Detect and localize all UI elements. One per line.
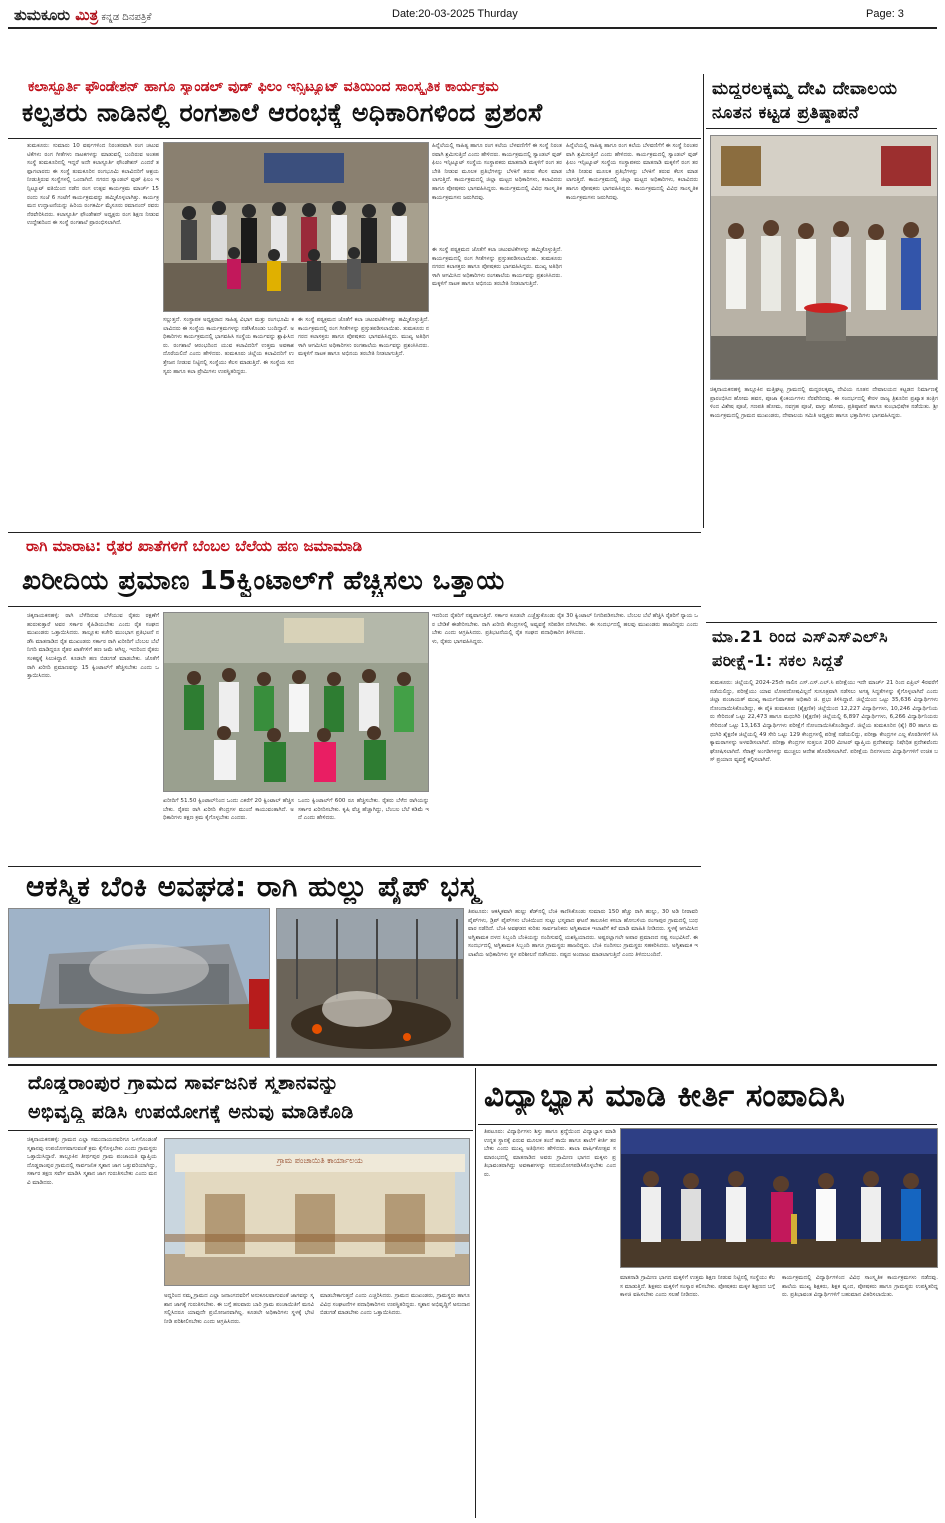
story5-headline: ಆಕಸ್ಮಿಕ ಬೆಂಕಿ ಅವಘಡ: ರಾಗಿ ಹುಲ್ಲು ಪೈಪ್ ಭಸ್ಮ [26, 870, 479, 903]
masthead-brand: ಮಿತ್ರ [75, 6, 99, 24]
masthead [14, 6, 151, 24]
school-event-image [621, 1129, 938, 1268]
story3-headline-line1: ಮಾ.21 ರಿಂದ ಎಸ್‌ಎಸ್‌ಎಲ್‌ಸಿ [712, 627, 888, 646]
story7-column-a: ತಿಪಟೂರು: ವಿದ್ಯಾರ್ಥಿಗಳು ಶಿಸ್ತು ಹಾಗೂ ಶ್ರದ್ಧೆಯಿಂದ ವಿದ್ಯಾಭ್ಯಾಸ ಮಾಡಿ ಉನ್ನತ ಸ್ಥಾನಕ್ಕೆ ಏರುವ ಮೂಲಕ ತಂದೆ ತಾಯಿ ಹಾಗೂ ಶಾಲೆಗೆ ಕೀರ್ತಿ ತರಬೇಕು ಎಂದು ಮುಖ್ಯ ಅತಿಥಿಗಳು ಹೇಳಿದರು. ಶಾಲಾ ವಾರ್ಷಿಕೋತ್ಸವ ಸಮಾರಂಭದಲ್ಲಿ ಮಾತನಾಡಿದ ಅವರು ಗ್ರಾಮೀಣ ಭಾಗದ ಮಕ್ಕಳು ಪ್ರತಿಭಾವಂತರಾಗಿದ್ದು ಅವಕಾಶಗಳನ್ನು ಸದುಪಯೋಗಪಡಿಸಿಕೊಳ್ಳಬೇಕು ಎಂದರು. [484, 1129, 616, 1178]
page-number: Page: 3 [866, 8, 904, 20]
fire-shed-image [9, 909, 270, 1058]
story4-headline: ಖರೀದಿಯ ಪ್ರಮಾಣ 15ಕ್ವಿಂಟಾಲ್‌ಗೆ ಹೆಚ್ಚಿಸಲು ಒತ್ತಾಯ [22, 566, 505, 596]
story4-rule [8, 606, 701, 607]
masthead-suffix: ಕನ್ನಡ ದಿನಪತ್ರಿಕೆ [98, 12, 152, 23]
story7-rule [478, 1124, 937, 1125]
story7-column-b: ಮಾತನಾಡಿ ಗ್ರಾಮೀಣ ಭಾಗದ ಮಕ್ಕಳಿಗೆ ಉತ್ತಮ ಶಿಕ್ಷಣ ನೀಡುವ ನಿಟ್ಟಿನಲ್ಲಿ ಸಂಸ್ಥೆಯು ಕೆಲಸ ಮಾಡುತ್ತಿದೆ. ಶಿಕ್ಷಕರು ಮಕ್ಕಳಿಗೆ ಸಂಸ್ಕಾರ ಕಲಿಸಬೇಕು. ಪೋಷಕರು ಮಕ್ಕಳ ಶಿಕ್ಷಣದ ಬಗ್ಗೆ ಕಾಳಜಿ ವಹಿಸಬೇಕು ಎಂದು ಸಲಹೆ ನೀಡಿದರು. [620, 1275, 775, 1299]
story3-body: ತುಮಕೂರು: ಜಿಲ್ಲೆಯಲ್ಲಿ 2024-25ನೇ ಸಾಲಿನ ಎಸ್.ಎಸ್.ಎಲ್.ಸಿ ಪರೀಕ್ಷೆಯು ಇದೇ ಮಾರ್ಚ್ 21 ರಿಂದ ಏಪ್ರಿಲ್ 4ರವರೆಗೆ ನಡೆಯಲಿದ್ದು, ಪರೀಕ್ಷೆಯು ಯಾವ ಲೋಪದೋಷವಿಲ್ಲದೆ ಸುಸೂತ್ರವಾಗಿ ನಡೆಸಲು ಅಗತ್ಯ ಸಿದ್ಧತೆಗಳನ್ನು ಕೈಗೊಳ್ಳಲಾಗಿದೆ ಎಂದು ಜಿಲ್ಲಾ ಪಂಚಾಯತ್ ಮುಖ್ಯ ಕಾರ್ಯನಿರ್ವಾಹಕ ಅಧಿಕಾರಿ ಜಿ. ಪ್ರಭು ತಿಳಿಸಿದ್ದಾರೆ. ಜಿಲ್ಲೆಯಿಂದ ಒಟ್ಟು 35,636 ವಿದ್ಯಾರ್ಥಿಗಳು ನೋಂದಾಯಿಸಿಕೊಂಡಿದ್ದು, ಈ ಪೈಕಿ ತುಮಕೂರು (ಶೈಕ್ಷಣಿಕ) ಜಿಲ್ಲೆಯಿಂದ 12,227 ವಿದ್ಯಾರ್ಥಿಗಳು, 10,246 ವಿದ್ಯಾರ್ಥಿನಿಯರು ಸೇರಿದಂತೆ ಒಟ್ಟು 22,473 ಹಾಗೂ ಮಧುಗಿರಿ (ಶೈಕ್ಷಣಿಕ) ಜಿಲ್ಲೆಯಲ್ಲಿ 6,897 ವಿದ್ಯಾರ್ಥಿಗಳು, 6,266 ವಿದ್ಯಾರ್ಥಿನಿಯರು ಸೇರಿದಂತೆ ಒಟ್ಟು 13,163 ವಿದ್ಯಾರ್ಥಿಗಳು ಪರೀಕ್ಷೆಗೆ ನೋಂದಾಯಿಸಿಕೊಂಡಿದ್ದಾರೆ. ಜಿಲ್ಲೆಯ ತುಮಕೂರಿನ (ಶೈ) 80 ಹಾಗೂ ಮಧುಗಿರಿ ಶೈಕ್ಷಣಿಕ ಜಿಲ್ಲೆಯಲ್ಲಿ 49 ಸೇರಿ ಒಟ್ಟು 129 ಕೇಂದ್ರಗಳಲ್ಲಿ ಪರೀಕ್ಷೆ ನಡೆಯಲಿದ್ದು, ಪರೀಕ್ಷಾ ಕೇಂದ್ರಗಳ ಎಲ್ಲ ಕೊಠಡಿಗಳಿಗೆ ಸಿಸಿ ಕ್ಯಾಮರಾಗಳನ್ನು ಅಳವಡಿಸಲಾಗಿದೆ. ಪರೀಕ್ಷಾ ಕೇಂದ್ರಗಳ ಸುತ್ತಲೂ 200 ಮೀಟರ್ ವ್ಯಾಪ್ತಿಯ ಪ್ರದೇಶವನ್ನು ನಿಷೇಧಿತ ಪ್ರದೇಶವೆಂದು ಘೋಷಿಸಲಾಗಿದೆ. ಸೆರಾಕ್ಸ್ ಅಂಗಡಿಗಳನ್ನು ಮುಚ್ಚಲು ಆದೇಶ ಹೊರಡಿಸಲಾಗಿದೆ. ಪರೀಕ್ಷೆಯ ದಿನಗಳಂದು ವಿದ್ಯಾರ್ಥಿಗಳಿಗೆ ಉಚಿತ ಬಸ್ ಪ್ರಯಾಣ ವ್ಯವಸ್ಥೆ ಕಲ್ಪಿಸಲಾಗಿದೆ. [710, 680, 938, 764]
story1-column-a: ತುಮಕೂರು: ಸುಮಾರು 10 ವರ್ಷಗಳಿಂದ ನಿರಂತರವಾಗಿ ರಂಗ ಚಟುವಟಿಕೆಗಳು ರಂಗ ಗೀತೆಗಳು ನಾಟಕಗಳನ್ನು ಮಾಡುವಲ್ಲಿ ಬಂದಿರುವ ಅಂತಹ ಸಂಸ್ಥೆ ತುಮಕೂರಿನಲ್ಲಿ ಇದ್ದರೆ ಅದೇ ಕಲಾಸ್ಫೂರ್ತಿ ಫೌಂಡೇಶನ್ ಎಂದರೆ ತಪ್ಪಾಗಲಾರದು ಈ ಸಂಸ್ಥೆ ತುಮಕೂರಿನ ರಂಗಭೂಮಿ ಕಲಾವಿದರಿಗೆ ಆಶ್ರಯ ನೀಡುತ್ತಿರುವ ಸಂಸ್ಥೆಗಳಲ್ಲಿ ಒಂದಾಗಿದೆ. ನಗರದ ಸ್ಯಾಂಡಲ್ ವುಡ್ ಫಿಲಂ ಇನ್ಸಿಟ್ಯೂಟ್ ವತಿಯಿಂದ ನಡೆದ ರಂಗ ಉತ್ಸವ ಕಾರ್ಯಕ್ರಮ ಮಾರ್ಚ್ 15 ರಂದು ಸಂಜೆ 6 ಗಂಟೆಗೆ ಕಾರ್ಯಕ್ರಮವನ್ನು ಹಮ್ಮಿಕೊಳ್ಳಲಾಗಿತ್ತು. ಕಾರ್ಯಕ್ರಮದ ಉದ್ಘಾಟನೆಯನ್ನು ಹಿರಿಯ ರಂಗಕರ್ಮಿ ಮೈಸೂರು ರಮಾನಂದ್ ರವರು ನೆರವೇರಿಸಿದರು. ಕಲಾಸ್ಫೂರ್ತಿ ಫೌಂಡೇಶನ್ ಅಧ್ಯಕ್ಷರು ರಂಗ ಶಿಕ್ಷಣ ನೀಡುವ ಉದ್ದೇಶದಿಂದ ಈ ಸಂಸ್ಥೆ ರಂಗಶಾಲೆ ಪ್ರಾರಂಭಿಸಲಾಗಿದೆ. [27, 143, 159, 227]
story5-body: ತಿಪಟೂರು: ಆಕಸ್ಮಿಕವಾಗಿ ಹುಲ್ಲು ಶೆಡ್‌ನಲ್ಲಿ ಬೆಂಕಿ ಕಾಣಿಸಿಕೊಂಡು ಸುಮಾರು 150 ಹೆಚ್ಚು ರಾಗಿ ಹುಲ್ಲು, 30 ಅಡಿ ನೀರಾವರಿ ಪೈಪ್‌ಗಳು, ಡ್ರಿಪ್ ಪೈಪ್‌ಗಳು ಬೆಂಕಿಯಿಂದ ಸುಟ್ಟು ಭಸ್ಮವಾದ ಘಟನೆ ತಾಲೂಕಿನ ಕಸಬಾ ಹೋಬಳಿಯ ರಂಗಾಪುರ ಗ್ರಾಮದಲ್ಲಿ ಬುಧವಾರ ನಡೆದಿದೆ. ಬೆಂಕಿ ಅವಘಡದ ಕುರಿತು ಸಾರ್ವಜನಿಕರು ಅಗ್ನಿಶಾಮಕ ಇಲಾಖೆಗೆ ಕರೆ ಮಾಡಿ ಮಾಹಿತಿ ನೀಡಿದರು. ಸ್ಥಳಕ್ಕೆ ಆಗಮಿಸಿದ ಅಗ್ನಿಶಾಮಕ ದಳದ ಸಿಬ್ಬಂದಿ ಬೆಂಕಿಯನ್ನು ನಂದಿಸುವಲ್ಲಿ ಯಶಸ್ವಿಯಾದರು. ಅಷ್ಟರಲ್ಲಾಗಲೇ ಅಪಾರ ಪ್ರಮಾಣದ ನಷ್ಟ ಸಂಭವಿಸಿದೆ. ಈ ಸಂದರ್ಭದಲ್ಲಿ ಅಗ್ನಿಶಾಮಕ ಸಿಬ್ಬಂದಿ ಹಾಗೂ ಗ್ರಾಮಸ್ಥರು ಹಾಜರಿದ್ದರು. ಬೆಂಕಿ ನಂದಿಸಲು ಗ್ರಾಮಸ್ಥರು ಸಹಕರಿಸಿದರು. ಅಗ್ನಿಶಾಮಕ ಇಲಾಖೆಯ ಅಧಿಕಾರಿಗಳು ಸ್ಥಳ ಪರಿಶೀಲನೆ ನಡೆಸಿದರು. ನಷ್ಟದ ಅಂದಾಜು ಮಾಡಲಾಗುತ್ತಿದೆ ಎಂದು ತಿಳಿದುಬಂದಿದೆ. [468, 909, 698, 958]
story7-column-c: ಕಾರ್ಯಕ್ರಮದಲ್ಲಿ ವಿದ್ಯಾರ್ಥಿಗಳಿಂದ ವಿವಿಧ ಸಾಂಸ್ಕೃತಿಕ ಕಾರ್ಯಕ್ರಮಗಳು ನಡೆದವು. ಶಾಲೆಯ ಮುಖ್ಯ ಶಿಕ್ಷಕರು, ಶಿಕ್ಷಕ ವೃಂದ, ಪೋಷಕರು ಹಾಗೂ ಗ್ರಾಮಸ್ಥರು ಉಪಸ್ಥಿತರಿದ್ದರು. ಪ್ರತಿಭಾವಂತ ವಿದ್ಯಾರ್ಥಿಗಳಿಗೆ ಬಹುಮಾನ ವಿತರಿಸಲಾಯಿತು. [782, 1275, 938, 1299]
story4-top-rule [8, 532, 701, 533]
story6-column-c: ಮಾಡಬೇಕಾಗುತ್ತದೆ ಎಂದು ಎಚ್ಚರಿಸಿದರು. ಗ್ರಾಮದ ಮುಖಂಡರು, ಗ್ರಾಮಸ್ಥರು ಹಾಗೂ ವಿವಿಧ ಸಂಘಟನೆಗಳ ಪದಾಧಿಕಾರಿಗಳು ಉಪಸ್ಥಿತರಿದ್ದರು. ಸ್ಮಶಾನ ಅಭಿವೃದ್ಧಿಗೆ ಅನುದಾನ ಬಿಡುಗಡೆ ಮಾಡಬೇಕು ಎಂದು ಒತ್ತಾಯಿಸಿದರು. [320, 1293, 470, 1317]
story4-column-a: ಚಿಕ್ಕನಾಯಕನಹಳ್ಳಿ: ರಾಗಿ ಬೆಳೆದಿರುವ ಬೆಳೆಯುವ ರೈತರು ರಕ್ಷಣೆಗೆ ಹುರುಕುತ್ತಾರೆ ಅವರ ಸರ್ಕಾರ ಕೈಹಿಡಿಯಬೇಕು ಎಂದು ರೈತ ಸಂಘದ ಮುಖಂಡರು ಒತ್ತಾಯಿಸಿದರು. ತಾಲ್ಲೂಕು ಕಚೇರಿ ಮುಂಭಾಗ ಪ್ರತಿಭಟನೆ ನಡೆಸಿ ಮಾತನಾಡಿದ ರೈತ ಮುಖಂಡರು ಸರ್ಕಾರ ರಾಗಿ ಖರೀದಿಗೆ ಬೆಂಬಲ ಬೆಲೆ ನಿಗದಿ ಮಾಡಿದ್ದರೂ ರೈತರ ಖಾತೆಗಳಿಗೆ ಹಣ ಜಮೆ ಆಗಿಲ್ಲ. ಇದರಿಂದ ರೈತರು ಸಂಕಷ್ಟಕ್ಕೆ ಸಿಲುಕಿದ್ದಾರೆ. ಕೂಡಲೇ ಹಣ ಬಿಡುಗಡೆ ಮಾಡಬೇಕು. ಜೊತೆಗೆ ರಾಗಿ ಖರೀದಿ ಪ್ರಮಾಣವನ್ನು 15 ಕ್ವಿಂಟಾಲ್‌ಗೆ ಹೆಚ್ಚಿಸಬೇಕು ಎಂದು ಒತ್ತಾಯಿಸಿದರು. [27, 613, 159, 680]
story1-column-b: ಸಲ್ಲುತ್ತದೆ. ಸಂಸ್ಥಾಪಕ ಅಧ್ಯಕ್ಷರಾದ ಸಾಹಿತ್ಯ ವಿಭಾಗ ಮತ್ತು ರಂಗಭೂಮಿ ಕಲಾವಿದರು ಈ ಸಂಸ್ಥೆಯ ಕಾರ್ಯಕ್ರಮಗಳನ್ನು ನಡೆಸಿಕೊಂಡು ಬಂದಿದ್ದಾರೆ. ಅಧಿಕಾರಿಗಳು ಕಾರ್ಯಕ್ರಮದಲ್ಲಿ ಭಾಗವಹಿಸಿ ಸಂಸ್ಥೆಯ ಕಾರ್ಯವನ್ನು ಶ್ಲಾಘಿಸಿದರು. ರಂಗಶಾಲೆ ಆರಂಭದಿಂದ ಯುವ ಕಲಾವಿದರಿಗೆ ಉತ್ತಮ ಅವಕಾಶ ದೊರೆಯಲಿದೆ ಎಂದು ಹೇಳಿದರು. ತುಮಕೂರು ಜಿಲ್ಲೆಯ ಕಲಾವಿದರಿಗೆ ಉತ್ತೇಜನ ನೀಡುವ ನಿಟ್ಟಿನಲ್ಲಿ ಸಂಸ್ಥೆಯು ಕೆಲಸ ಮಾಡುತ್ತಿದೆ. ಈ ಸಂಸ್ಥೆಯ ಸದಸ್ಯರು ಹಾಗೂ ಕಲಾ ಪ್ರೇಮಿಗಳು ಉಪಸ್ಥಿತರಿದ್ದರು. [163, 317, 294, 375]
story1-headline: ಕಲ್ಪತರು ನಾಡಿನಲ್ಲಿ ರಂಗಶಾಲೆ ಆರಂಭಕ್ಕೆ ಅಧಿಕಾರಿಗಳಿಂದ ಪ್ರಶಂಸೆ [22, 98, 543, 127]
story6-photo [164, 1138, 470, 1286]
story2-rule [706, 128, 937, 129]
story2-headline-line1: ಮದ್ದರಲಕ್ಕಮ್ಮ ದೇವಿ ದೇವಾಲಯ [712, 79, 898, 99]
story1-column-d: ಹಿನ್ನೆಲೆಯಲ್ಲಿ ಸಾಹಿತ್ಯ ಹಾಗೂ ರಂಗ ಕಲೆಯ ಬೆಳವಣಿಗೆಗೆ ಈ ಸಂಸ್ಥೆ ನಿರಂತರವಾಗಿ ಶ್ರಮಿಸುತ್ತಿದೆ ಎಂದು ಹೇಳಿದರು. ಕಾರ್ಯಕ್ರಮದಲ್ಲಿ ಸ್ಯಾಂಡಲ್ ವುಡ್ ಫಿಲಂ ಇನ್ಸಿಟ್ಯೂಟ್ ಸಂಸ್ಥೆಯ ಸಂಸ್ಥಾಪಕರು ಮಾತನಾಡಿ ಮಕ್ಕಳಿಗೆ ರಂಗ ತರಬೇತಿ ನೀಡುವ ಮೂಲಕ ಪ್ರತಿಭೆಗಳನ್ನು ಬೆಳಕಿಗೆ ತರುವ ಕೆಲಸ ಮಾಡಲಾಗುತ್ತಿದೆ. ಕಾರ್ಯಕ್ರಮದಲ್ಲಿ ಜಿಲ್ಲಾ ಮಟ್ಟದ ಅಧಿಕಾರಿಗಳು, ಕಲಾವಿದರು ಹಾಗೂ ಪೋಷಕರು ಭಾಗವಹಿಸಿದ್ದರು. ಕಾರ್ಯಕ್ರಮದಲ್ಲಿ ವಿವಿಧ ಸಾಂಸ್ಕೃತಿಕ ಕಾರ್ಯಕ್ರಮಗಳು ಜರುಗಿದವು. [566, 143, 698, 201]
bottom-column-divider [475, 1068, 476, 1518]
story6-column-a: ಚಿಕ್ಕನಾಯಕನಹಳ್ಳಿ: ಗ್ರಾಮದ ಎಲ್ಲಾ ಸಮುದಾಯದವರಿಗೂ ಒಳಗೊಂಡಂತೆ ಸ್ಮಶಾನವು ಉಪಯೋಗವಾಗುವಂತೆ ಕ್ರಮ ಕೈಗೊಳ್ಳಬೇಕು ಎಂದು ಗ್ರಾಮಸ್ಥರು ಒತ್ತಾಯಿಸಿದ್ದಾರೆ. ತಾಲ್ಲೂಕಿನ ತೀರ್ಥಪುರ ಗ್ರಾಮ ಪಂಚಾಯತಿ ವ್ಯಾಪ್ತಿಯ ದೊಡ್ಡರಾಂಪುರ ಗ್ರಾಮದಲ್ಲಿ ಸಾರ್ವಜನಿಕ ಸ್ಮಶಾನ ಜಾಗ ಒತ್ತುವರಿಯಾಗಿದ್ದು, ಸರ್ಕಾರ ತಕ್ಷಣ ಸರ್ವೇ ಮಾಡಿಸಿ ಸ್ಮಶಾನ ಜಾಗ ಗುರುತಿಸಬೇಕು ಎಂದು ಮನವಿ ಮಾಡಿದರು. [27, 1137, 157, 1186]
masthead-prefix: ತುಮಕೂರು [14, 6, 76, 24]
story6-rule [8, 1130, 473, 1131]
story2-headline-line2: ನೂತನ ಕಟ್ಟಡ ಪ್ರತಿಷ್ಠಾಪನೆ [712, 103, 860, 123]
story6-column-b: ಅದ್ದರಿಂದ ನಮ್ಮ ಗ್ರಾಮದ ಎಲ್ಲಾ ಜನಾಂಗದವರಿಗೆ ಅನುಕೂಲವಾಗುವಂತೆ ಜಾಗವನ್ನು ಸ್ಮಶಾನ ಜಾಗಕ್ಕೆ ಗುರುತಿಸಬೇಕು. ಈ ಬಗ್ಗೆ ಹಲವಾರು ಬಾರಿ ಗ್ರಾಮ ಪಂಚಾಯಿತಿಗೆ ಮನವಿ ಸಲ್ಲಿಸಿದರೂ ಯಾವುದೇ ಪ್ರಯೋಜನವಾಗಿಲ್ಲ. ಕೂಡಲೇ ಅಧಿಕಾರಿಗಳು ಸ್ಥಳಕ್ಕೆ ಭೇಟಿ ನೀಡಿ ಪರಿಶೀಲಿಸಬೇಕು ಎಂದು ಆಗ್ರಹಿಸಿದರು. [164, 1293, 314, 1325]
story4-column-e: 30 ಕ್ವಿಂಟಾಲ್ ನಿಗದಿಪಡಿಸಬೇಕು. ಬೆಂಬಲ ಬೆಲೆ ಹೆಚ್ಚಿಸಿ ರೈತರಿಗೆ ನ್ಯಾಯ ಒದಗಿಸಬೇಕು. ಈ ಸಂದರ್ಭದಲ್ಲಿ ಹಲವು ಮುಖಂಡರು ಹಾಜರಿದ್ದರು ಎಂದು ತಿಳಿಸಿದರು. [566, 613, 698, 637]
column-divider [703, 74, 704, 528]
story1-kicker: ಕಲಾಸ್ಫೂರ್ತಿ ಫೌಂಡೇಶನ್ ಹಾಗೂ ಸ್ಯಾಂಡಲ್ ವುಡ್ ಫಿಲಂ ಇನ್ಸಿಟ್ಯೂಟ್ ವತಿಯಿಂದ ಸಾಂಸ್ಕೃತಿಕ ಕಾರ್ಯಕ್ರಮ [28, 79, 499, 95]
protest-photo-image [164, 613, 429, 792]
story2-body: ಚಿಕ್ಕನಾಯಕನಹಳ್ಳಿ ತಾಲ್ಲೂಕಿನ ಮತ್ತಿಘಟ್ಟ ಗ್ರಾಮದಲ್ಲಿ ಮದ್ದರಲಕ್ಕಮ್ಮ ದೇವಿಯ ನೂತನ ದೇವಾಲಯದ ಕಟ್ಟಡದ ನಿರ್ಮಾಣಕ್ಕೆ ಪ್ರಾರಂಭಿಸಿದ ಹೋಮ ಹವನ, ಪೂಜಾ ಕೈಂಕರ್ಯಗಳು ನೆರವೇರಿದವು. ಈ ಸಂದರ್ಭದಲ್ಲಿ ಕೇರಳ ರಾಜ್ಯ ತ್ರಿಶೂರಿನ ಪ್ರಖ್ಯಾತ ತಂತ್ರಿಗಳಿಂದ ವಿಶೇಷ ಪೂಜೆ, ಗಣಪತಿ ಹೋಮ, ನವಗ್ರಹ ಪೂಜೆ, ವಾಸ್ತು ಹೋಮ, ಪ್ರತಿಷ್ಠಾಪನೆ ಹಾಗೂ ಕುಂಭಾಭಿಷೇಕ ನಡೆಯಿತು. ಶ್ರೀ ಕಾರ್ಯಕ್ರಮದಲ್ಲಿ ಗ್ರಾಮದ ಮುಖಂಡರು, ದೇವಾಲಯ ಸಮಿತಿ ಅಧ್ಯಕ್ಷರು ಹಾಗೂ ಭಕ್ತಾದಿಗಳು ಭಾಗವಹಿಸಿದ್ದರು. [710, 387, 938, 419]
story4-kicker: ರಾಗಿ ಮಾರಾಟ: ರೈತರ ಖಾತೆಗಳಿಗೆ ಬೆಂಬಲ ಬೆಲೆಯ ಹಣ ಜಮಾಮಾಡಿ [26, 537, 363, 555]
story4-column-d: ಇದರಿಂದ ರೈತರಿಗೆ ನಷ್ಟವಾಗುತ್ತಿದೆ. ಸರ್ಕಾರ ಕೂಡಲೇ ಎಚ್ಚೆತ್ತುಕೊಂಡು ರೈತರ ಬೇಡಿಕೆ ಈಡೇರಿಸಬೇಕು. ರಾಗಿ ಖರೀದಿ ಕೇಂದ್ರಗಳಲ್ಲಿ ಅವ್ಯವಸ್ಥೆ ಸರಿಪಡಿಸಬೇಕು ಎಂದು ಆಗ್ರಹಿಸಿದರು. ಪ್ರತಿಭಟನೆಯಲ್ಲಿ ರೈತ ಸಂಘದ ಪದಾಧಿಕಾರಿಗಳು, ರೈತರು ಭಾಗವಹಿಸಿದ್ದರು. [432, 613, 564, 645]
story6-headline-line2: ಅಭಿವೃದ್ಧಿ ಪಡಿಸಿ ಉಪಯೋಗಕ್ಕೆ ಅನುವು ಮಾಡಿಕೊಡಿ [28, 1101, 354, 1123]
story5-photo-left [8, 908, 270, 1058]
burning-straw-image [277, 909, 464, 1058]
group-photo-image [164, 143, 429, 312]
story2-photo [710, 135, 938, 380]
bottom-section-rule [8, 1064, 937, 1066]
story6-headline-line1: ದೊಡ್ಡರಾಂಪುರ ಗ್ರಾಮದ ಸಾರ್ವಜನಿಕ ಸ್ಮಶಾನವನ್ನು [28, 1072, 340, 1094]
story7-headline: ವಿದ್ಯಾಭ್ಯಾಸ ಮಾಡಿ ಕೀರ್ತಿ ಸಂಪಾದಿಸಿ [484, 1078, 846, 1114]
header-rule [8, 27, 937, 29]
story5-photo-right [276, 908, 464, 1058]
story1-rule [8, 138, 701, 139]
building-sign-text: ಗ್ರಾಮ ಪಂಚಾಯಿತಿ ಕಾರ್ಯಾಲಯ [277, 1156, 363, 1165]
story1-photo [163, 142, 429, 312]
story4-photo [163, 612, 429, 792]
story1-column-c2: ಈ ಸಂಸ್ಥೆ ಪಠ್ಯಕ್ರಮದ ಜೊತೆಗೆ ಕಲಾ ಚಟುವಟಿಕೆಗಳನ್ನು ಹಮ್ಮಿಕೊಳ್ಳುತ್ತಿದೆ. ಕಾರ್ಯಕ್ರಮದಲ್ಲಿ ರಂಗ ಗೀತೆಗಳನ್ನು ಪ್ರಸ್ತುತಪಡಿಸಲಾಯಿತು. ತುಮಕೂರು ನಗರದ ಕಲಾಸಕ್ತರು ಹಾಗೂ ಪೋಷಕರು ಭಾಗವಹಿಸಿದ್ದರು. ಮುಖ್ಯ ಅತಿಥಿಗಳಾಗಿ ಆಗಮಿಸಿದ ಅಧಿಕಾರಿಗಳು ರಂಗಶಾಲೆಯ ಕಾರ್ಯವನ್ನು ಪ್ರಶಂಸಿಸಿದರು. ಮಕ್ಕಳಿಗೆ ನಾಟಕ ಹಾಗೂ ಅಭಿನಯ ತರಬೇತಿ ನೀಡಲಾಗುತ್ತಿದೆ. [432, 247, 562, 288]
issue-date: Date:20-03-2025 Thurday [392, 8, 518, 20]
story3-top-rule [706, 622, 937, 623]
temple-photo-image [711, 136, 938, 380]
story7-photo [620, 1128, 938, 1268]
story3-headline-line2: ಪರೀಕ್ಷೆ-1: ಸಕಲ ಸಿದ್ಧತೆ [712, 651, 844, 670]
story1-column-c: ಈ ಸಂಸ್ಥೆ ಪಠ್ಯಕ್ರಮದ ಜೊತೆಗೆ ಕಲಾ ಚಟುವಟಿಕೆಗಳನ್ನು ಹಮ್ಮಿಕೊಳ್ಳುತ್ತಿದೆ. ಕಾರ್ಯಕ್ರಮದಲ್ಲಿ ರಂಗ ಗೀತೆಗಳನ್ನು ಪ್ರಸ್ತುತಪಡಿಸಲಾಯಿತು. ತುಮಕೂರು ನಗರದ ಕಲಾಸಕ್ತರು ಹಾಗೂ ಪೋಷಕರು ಭಾಗವಹಿಸಿದ್ದರು. ಮುಖ್ಯ ಅತಿಥಿಗಳಾಗಿ ಆಗಮಿಸಿದ ಅಧಿಕಾರಿಗಳು ರಂಗಶಾಲೆಯ ಕಾರ್ಯವನ್ನು ಪ್ರಶಂಸಿಸಿದರು. ಮಕ್ಕಳಿಗೆ ನಾಟಕ ಹಾಗೂ ಅಭಿನಯ ತರಬೇತಿ ನೀಡಲಾಗುತ್ತಿದೆ. [298, 317, 429, 358]
story5-top-rule [8, 866, 701, 867]
story4-column-c: ಒಂದು ಕ್ವಿಂಟಾಲ್‌ಗೆ 600 ರೂ ಹೆಚ್ಚಿಸಬೇಕು. ರೈತರು ಬೆಳೆದ ರಾಗಿಯನ್ನು ಸರ್ಕಾರ ಖರೀದಿಸಬೇಕು. ಕೃಷಿ ವೆಚ್ಚ ಹೆಚ್ಚಾಗಿದ್ದು, ಬೆಂಬಲ ಬೆಲೆ ಕಡಿಮೆ ಇದೆ ಎಂದು ಹೇಳಿದರು. [298, 798, 429, 822]
story1-column-d-top: ಹಿನ್ನೆಲೆಯಲ್ಲಿ ಸಾಹಿತ್ಯ ಹಾಗೂ ರಂಗ ಕಲೆಯ ಬೆಳವಣಿಗೆಗೆ ಈ ಸಂಸ್ಥೆ ನಿರಂತರವಾಗಿ ಶ್ರಮಿಸುತ್ತಿದೆ ಎಂದು ಹೇಳಿದರು. ಕಾರ್ಯಕ್ರಮದಲ್ಲಿ ಸ್ಯಾಂಡಲ್ ವುಡ್ ಫಿಲಂ ಇನ್ಸಿಟ್ಯೂಟ್ ಸಂಸ್ಥೆಯ ಸಂಸ್ಥಾಪಕರು ಮಾತನಾಡಿ ಮಕ್ಕಳಿಗೆ ರಂಗ ತರಬೇತಿ ನೀಡುವ ಮೂಲಕ ಪ್ರತಿಭೆಗಳನ್ನು ಬೆಳಕಿಗೆ ತರುವ ಕೆಲಸ ಮಾಡಲಾಗುತ್ತಿದೆ. ಕಾರ್ಯಕ್ರಮದಲ್ಲಿ ಜಿಲ್ಲಾ ಮಟ್ಟದ ಅಧಿಕಾರಿಗಳು, ಕಲಾವಿದರು ಹಾಗೂ ಪೋಷಕರು ಭಾಗವಹಿಸಿದ್ದರು. ಕಾರ್ಯಕ್ರಮದಲ್ಲಿ ವಿವಿಧ ಸಾಂಸ್ಕೃತಿಕ ಕಾರ್ಯಕ್ರಮಗಳು ಜರುಗಿದವು. [432, 143, 562, 201]
story4-column-b: ಖರೀದಿಗೆ 51.50 ಕ್ವಿಂಟಾಲ್‌ನಿಂದ ಒಂದು ಎಕರೆಗೆ 20 ಕ್ವಿಂಟಾಲ್ ಹೆಚ್ಚಿಸಬೇಕು. ರೈತರು ರಾಗಿ ಖರೀದಿ ಕೇಂದ್ರಗಳ ಮುಂದೆ ಕಾಯುವಂತಾಗಿದೆ. ಅಧಿಕಾರಿಗಳು ತಕ್ಷಣ ಕ್ರಮ ಕೈಗೊಳ್ಳಬೇಕು ಎಂದರು. [163, 798, 294, 822]
